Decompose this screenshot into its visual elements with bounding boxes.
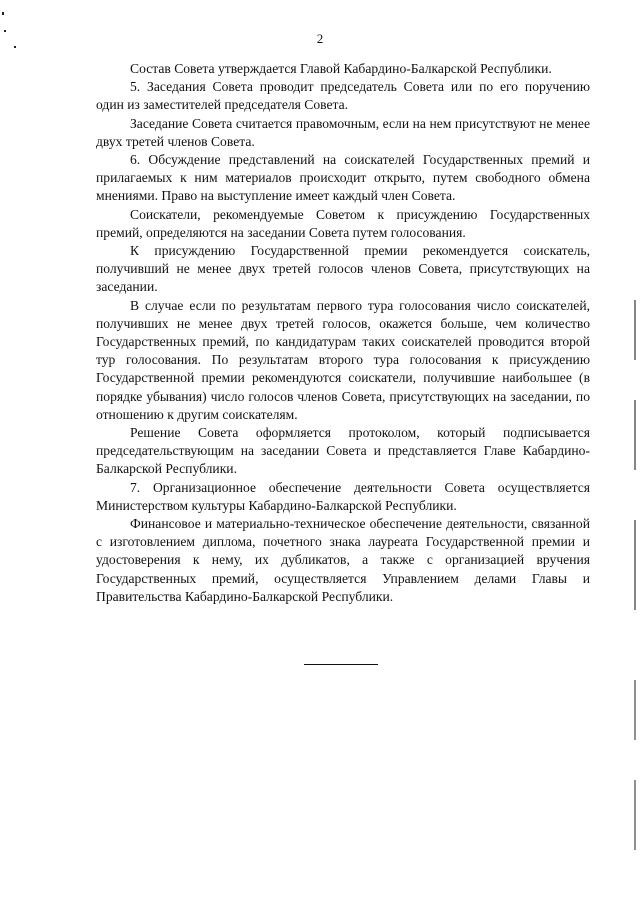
- scan-artifact-right-3: [634, 520, 636, 610]
- paragraph-second-round: В случае если по результатам первого тура голосования число соискателей, получивших не менее двух третей голосов, окажется больше, чем количество Государственных премий, по кандидатурам таких соискателей проводится второй тур голосования. По результатам второго тура голосования к присуждению Государственной премии рекомендуются соискатели, получившие наибольшее (в порядке убывания) число голосов членов Совета, присутствующих на заседании, по отношению к другим соискателям.: [96, 297, 590, 422]
- scan-artifact-left-1: [2, 12, 4, 15]
- document-body: [96, 60, 590, 606]
- closing-rule: [304, 664, 378, 665]
- paragraph-protocol: Решение Совета оформляется протоколом, который подписывается председательствующим на заседании Совета и представляется Главе Кабардино-Балкарской Республики.: [96, 425, 590, 477]
- paragraph-nominees-voting: Соискатели, рекомендуемые Советом к присуждению Государственных премий, определяются на заседании Совета путем голосования.: [96, 206, 590, 240]
- scan-artifact-left-2: [4, 30, 6, 32]
- paragraph-item-5: 5. Заседания Совета проводит председатель Совета или по его поручению один из заместителей председателя Совета.: [96, 79, 590, 113]
- scan-artifact-right-2: [634, 400, 636, 470]
- scan-artifact-right-1: [634, 300, 636, 360]
- paragraph-financing: Финансовое и материально-техническое обеспечение деятельности, связанной с изготовлением диплома, почетного знака лауреата Государственной премии и удостоверения к нему, их дубликатов, а также с организацией вручения Государственных премий, осуществляется Управлением делами Главы и Правительства Кабардино-Балкарской Республики.: [96, 516, 590, 604]
- scan-artifact-right-4: [634, 680, 636, 740]
- paragraph-item-7: 7. Организационное обеспечение деятельности Совета осуществляется Министерством культуры Кабардино-Балкарской Республики.: [96, 479, 590, 513]
- scan-artifact-left-3: [14, 46, 16, 48]
- paragraph-two-thirds-rule: К присуждению Государственной премии рекомендуется соискатель, получивший не менее двух третей голосов членов Совета, присутствующих на заседании.: [96, 243, 590, 295]
- paragraph-quorum: Заседание Совета считается правомочным, если на нем присутствуют не менее двух третей членов Совета.: [96, 115, 590, 149]
- paragraph-council-composition: Состав Совета утверждается Главой Кабардино-Балкарской Республики.: [130, 61, 552, 76]
- scan-artifact-right-5: [634, 780, 636, 850]
- paragraph-item-6: 6. Обсуждение представлений на соискателей Государственных премий и прилагаемых к ним материалов происходит открыто, путем свободного обмена мнениями. Право на выступление имеет каждый член Совета.: [96, 152, 590, 204]
- page-number: 2: [316, 31, 324, 46]
